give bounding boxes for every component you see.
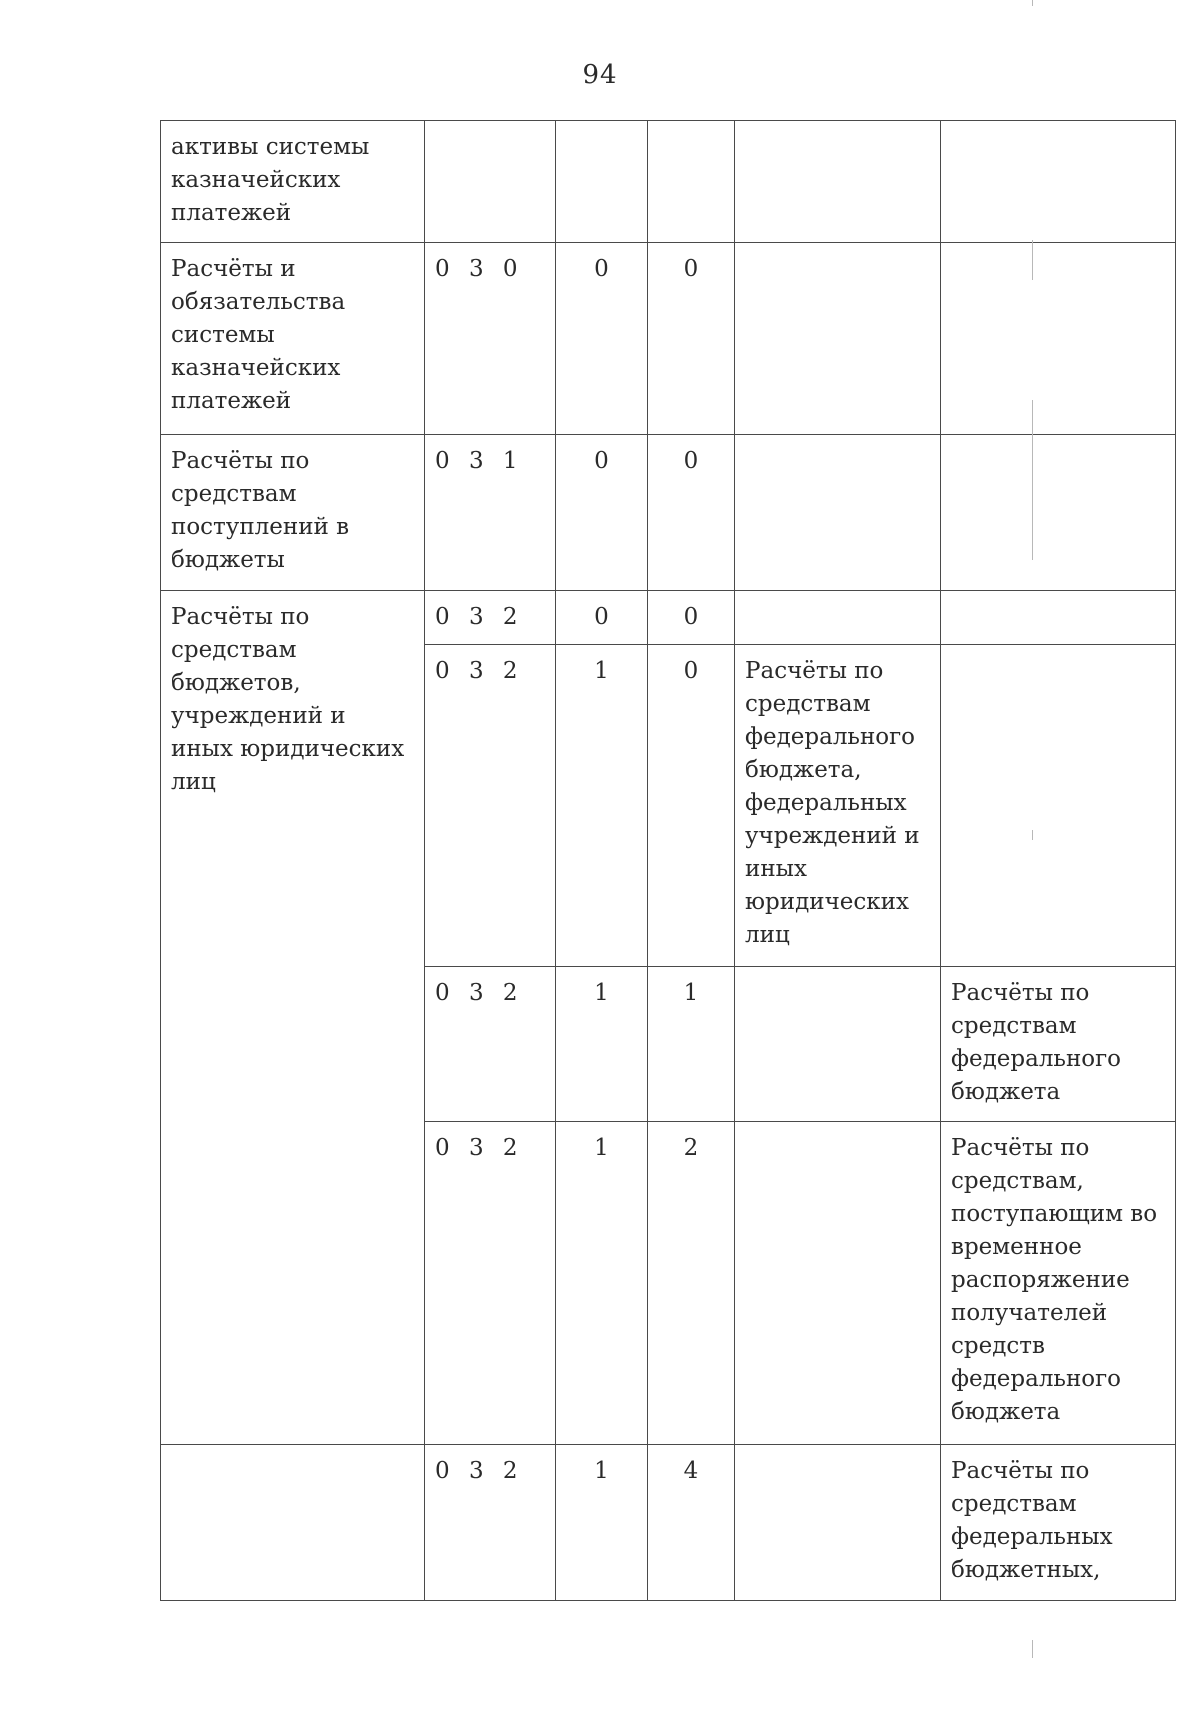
cell-detail-name: Расчёты по средствам, поступающим во временное распоряжение получателей средств федерального бюджета (941, 1122, 1176, 1445)
table-row (161, 1445, 1176, 1601)
cell-digit-2: 4 (648, 1445, 735, 1601)
cell-digit-2: 1 (648, 967, 735, 1122)
cell-digit-2: 0 (648, 435, 735, 591)
cell-digit-1 (556, 121, 648, 243)
cell-digit-2 (648, 121, 735, 243)
cell-code: 0 3 2 (425, 645, 556, 967)
cell-group-name (735, 967, 941, 1122)
cell-code: 0 3 1 (425, 435, 556, 591)
cell-account-name: Расчёты и обязательства системы казначейских платежей (161, 243, 425, 435)
cell-code: 0 3 2 (425, 591, 556, 645)
cell-group-name (735, 121, 941, 243)
cell-digit-1: 1 (556, 1445, 648, 1601)
cell-code (425, 121, 556, 243)
cell-account-name: Расчёты по средствам бюджетов, учреждений и иных юридических лиц (161, 591, 425, 1445)
cell-digit-1: 1 (556, 967, 648, 1122)
cell-code: 0 3 2 (425, 1445, 556, 1601)
cell-digit-2: 0 (648, 645, 735, 967)
cell-digit-1: 0 (556, 243, 648, 435)
cell-detail-name (941, 121, 1176, 243)
cell-account-name (161, 1445, 425, 1601)
cell-digit-1: 1 (556, 1122, 648, 1445)
cell-account-name: активы системы казначейских платежей (161, 121, 425, 243)
scan-artifact-line (1032, 830, 1033, 840)
cell-group-name (735, 1445, 941, 1601)
accounts-table (160, 120, 1176, 1601)
scan-artifact-line (1032, 1640, 1033, 1658)
cell-detail-name: Расчёты по средствам федерального бюджета (941, 967, 1176, 1122)
cell-digit-1: 0 (556, 435, 648, 591)
scan-artifact-line (1032, 240, 1033, 280)
scan-artifact-line (1032, 400, 1033, 560)
scan-artifact-line (1032, 0, 1033, 6)
cell-code: 0 3 0 (425, 243, 556, 435)
cell-detail-name (941, 645, 1176, 967)
page-number: 94 (582, 60, 618, 90)
cell-group-name (735, 435, 941, 591)
cell-digit-2: 2 (648, 1122, 735, 1445)
cell-group-name (735, 1122, 941, 1445)
cell-detail-name (941, 591, 1176, 645)
cell-detail-name (941, 243, 1176, 435)
cell-group-name (735, 243, 941, 435)
cell-detail-name (941, 435, 1176, 591)
cell-account-name: Расчёты по средствам поступлений в бюджеты (161, 435, 425, 591)
table-row (161, 243, 1176, 435)
cell-digit-1: 1 (556, 645, 648, 967)
cell-detail-name: Расчёты по средствам федеральных бюджетных, (941, 1445, 1176, 1601)
cell-digit-2: 0 (648, 243, 735, 435)
cell-code: 0 3 2 (425, 967, 556, 1122)
cell-group-name: Расчёты по средствам федерального бюджета, федеральных учреждений и иных юридических лиц (735, 645, 941, 967)
cell-group-name (735, 591, 941, 645)
table-row (161, 591, 1176, 645)
cell-code: 0 3 2 (425, 1122, 556, 1445)
table-row (161, 121, 1176, 243)
cell-digit-1: 0 (556, 591, 648, 645)
table-row (161, 435, 1176, 591)
cell-digit-2: 0 (648, 591, 735, 645)
